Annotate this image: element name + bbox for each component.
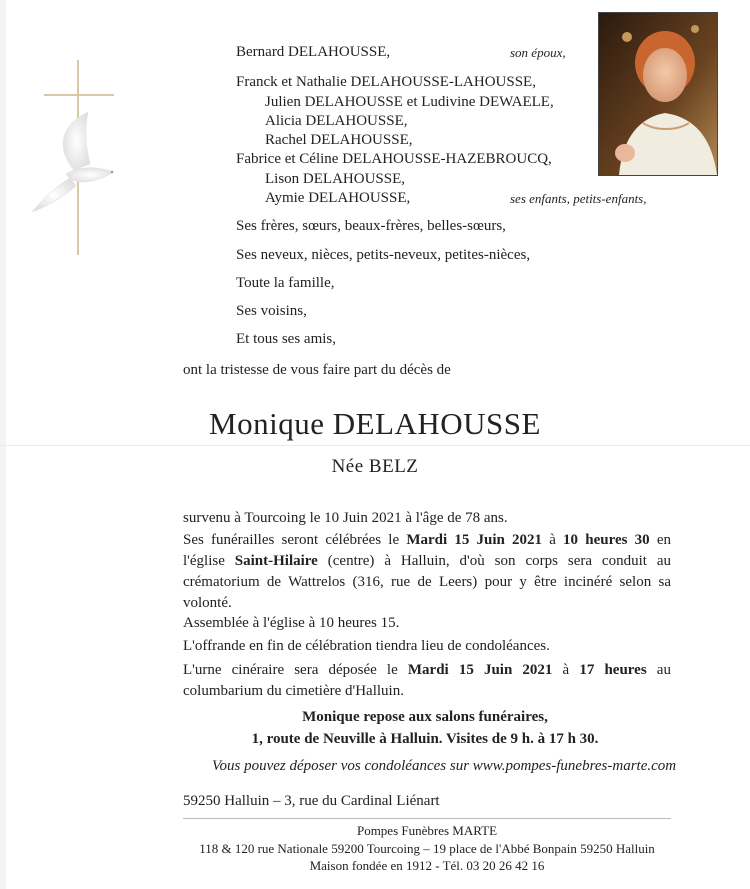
deceased-name: Monique DELAHOUSSE [209,406,541,441]
death-notice: survenu à Tourcoing le 10 Juin 2021 à l'âge de 78 ans. [183,510,508,526]
others-line-3: Toute la famille, [236,275,335,291]
fold-line [0,445,750,446]
funeral-home-name: Pompes Funèbres MARTE [356,823,498,838]
assembly-text: Assemblée à l'église à 10 heures 15. [183,615,400,631]
condolences-text: Vous pouvez déposer vos condoléances sur www.pompes-funebres-marte.com [212,758,677,774]
others-line-1: Ses frères, sœurs, beaux-frères, belles-sœurs, [236,218,506,234]
family-line-4: Alicia DELAHOUSSE, [265,113,408,129]
relation-children: ses enfants, petits-enfants, [510,191,647,206]
rest-line-2: 1, route de Neuville à Halluin. Visites de 9 h. à 17 h 30. [251,731,599,747]
family-line-7: Lison DELAHOUSSE, [265,171,406,187]
cross-bar [44,94,114,96]
maiden-name: Née BELZ [331,456,419,477]
others-line-4: Ses voisins, [236,303,307,319]
relation-spouse: son époux, [510,45,566,60]
family-line-3: Julien DELAHOUSSE et Ludivine DEWAELE, [265,94,554,110]
family-line-6: Fabrice et Céline DELAHOUSSE-HAZEBROUCQ, [236,151,552,167]
family-line-1: Bernard DELAHOUSSE, [236,44,391,60]
home-address: 59250 Halluin – 3, rue du Cardinal Liénart [183,793,440,809]
rest-line-1: Monique repose aux salons funéraires, [302,709,548,725]
funeral-home-contact: Maison fondée en 1912 - Tél. 03 20 26 42 16 [309,858,545,873]
intro-text: ont la tristesse de vous faire part du décès de [183,362,451,378]
family-line-8: Aymie DELAHOUSSE, [265,190,411,206]
offering-text: L'offrande en fin de célébration tiendra lieu de condoléances. [183,638,550,654]
funeral-paragraph: Ses funérailles seront célébrées le Mardi 15 Juin 2021 à 10 heures 30 en l'église Saint-Hilaire (centre) à Halluin, d'où son corps sera conduit au crématorium de Wattrelos (316, rue de Leers) pour y être incinéré selon sa volonté. [183,532,671,611]
portrait-photo [598,12,718,176]
funeral-home-addresses: 118 & 120 rue Nationale 59200 Tourcoing – 19 place de l'Abbé Bonpain 59250 Halluin [199,841,655,856]
others-line-2: Ses neveux, nièces, petits-neveux, petites-nièces, [236,247,531,263]
urn-paragraph: L'urne cinéraire sera déposée le Mardi 15 Juin 2021 à 17 heures au columbarium du cimetière d'Halluin. [183,662,671,699]
family-line-2: Franck et Nathalie DELAHOUSSE-LAHOUSSE, [236,74,536,90]
others-line-5: Et tous ses amis, [236,331,336,347]
dove-icon [26,108,126,218]
family-line-5: Rachel DELAHOUSSE, [265,132,413,148]
footer-divider [183,818,671,819]
